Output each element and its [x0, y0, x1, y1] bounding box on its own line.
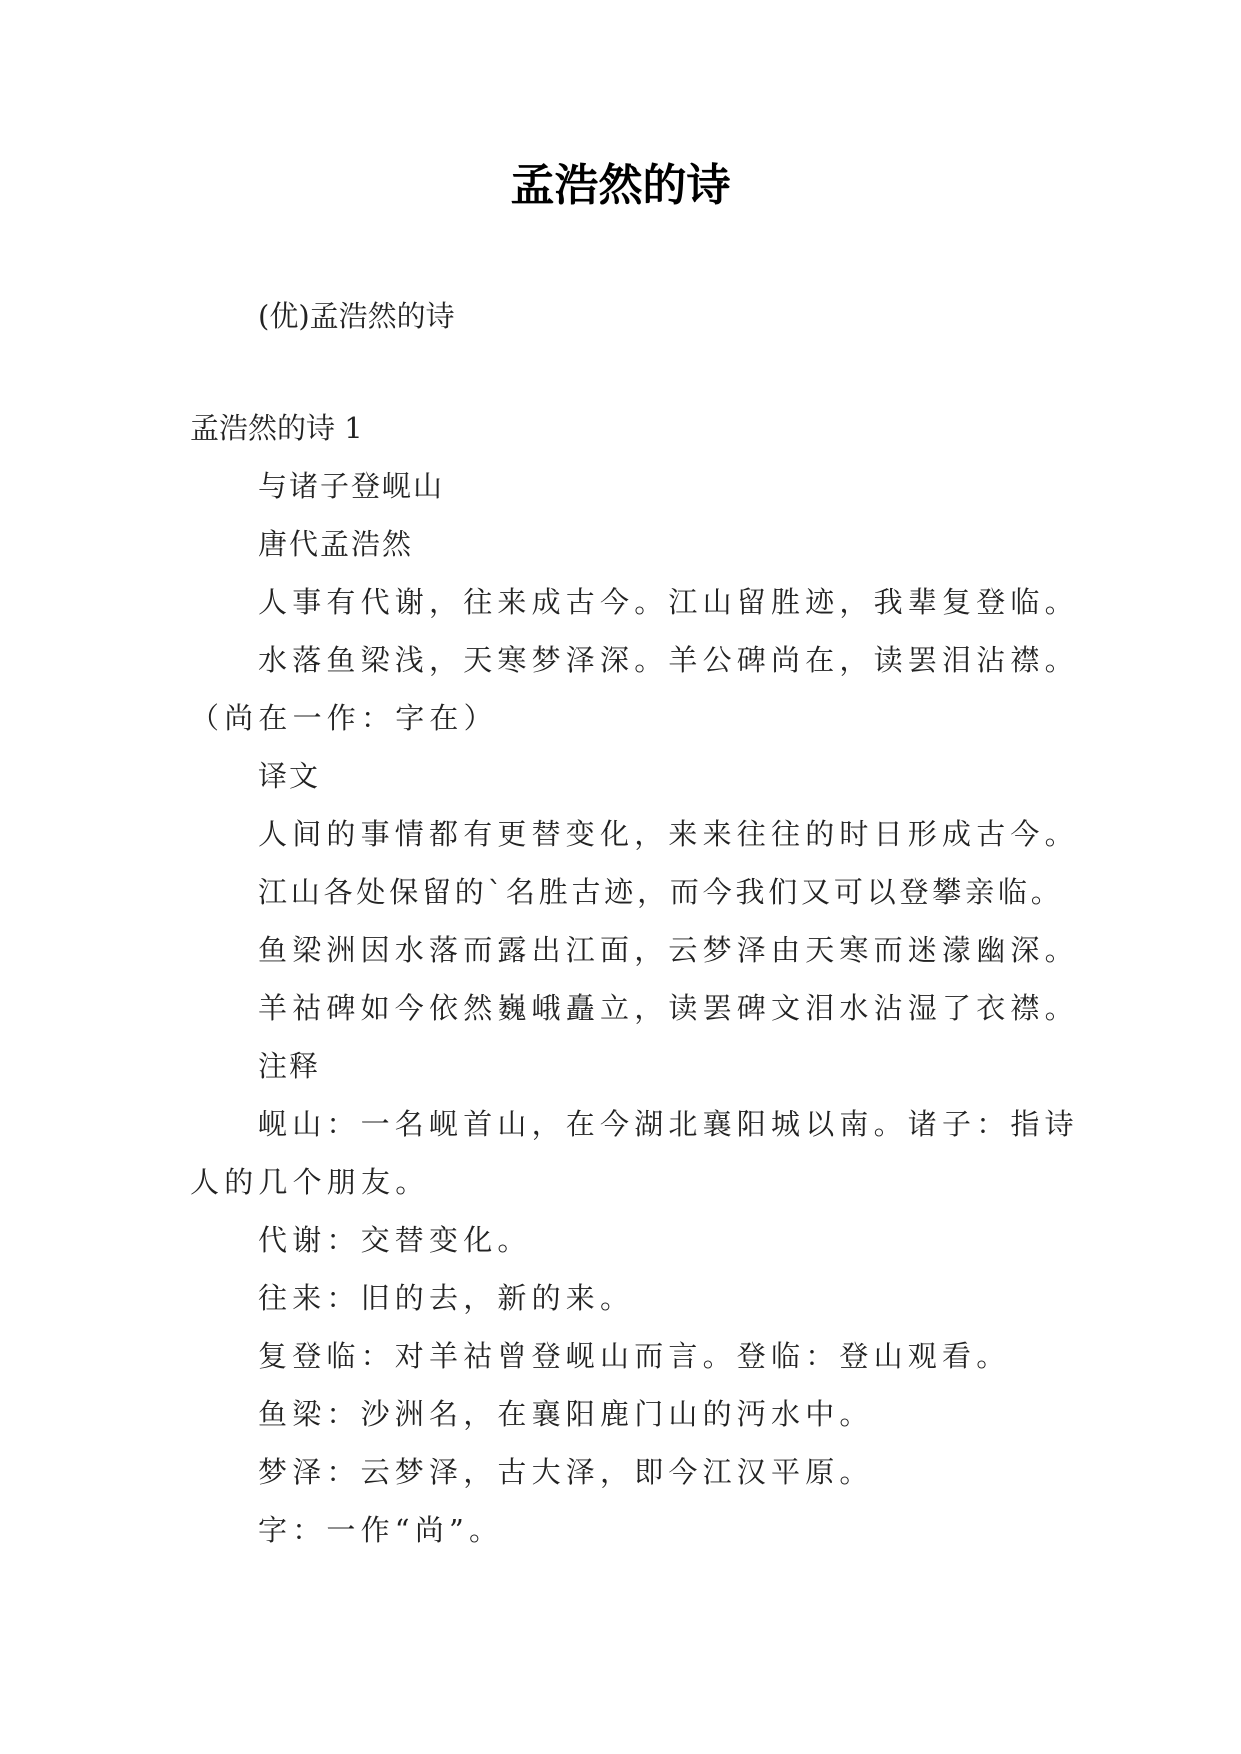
note-item: 复登临：对羊祜曾登岘山而言。登临：登山观看。	[258, 1339, 1011, 1373]
translation-line: 人间的事情都有更替变化，来来往往的时日形成古今。	[258, 817, 1079, 851]
translation-heading: 译文	[258, 759, 321, 793]
poem-line: 水落鱼梁浅，天寒梦泽深。羊公碑尚在，读罢泪沾襟。	[258, 643, 1079, 677]
notes-heading: 注释	[258, 1049, 321, 1083]
document-title: 孟浩然的诗	[510, 160, 731, 211]
poem-variant-note: （尚在一作：字在）	[190, 701, 498, 735]
translation-line: 羊祜碑如今依然巍峨矗立，读罢碑文泪水沾湿了衣襟。	[258, 991, 1079, 1025]
note-item: 往来：旧的去，新的来。	[258, 1281, 635, 1315]
poem-author: 唐代孟浩然	[258, 527, 414, 561]
note-item: 梦泽：云梦泽，古大泽，即今江汉平原。	[258, 1455, 874, 1489]
note-item-continuation: 人的几个朋友。	[190, 1165, 430, 1199]
translation-line: 江山各处保留的`名胜古迹，而今我们又可以登攀亲临。	[258, 875, 1064, 909]
note-item: 岘山：一名岘首山，在今湖北襄阳城以南。诸子：指诗	[258, 1107, 1079, 1141]
note-item: 代谢：交替变化。	[258, 1223, 532, 1257]
note-item: 字：一作“尚”。	[258, 1513, 504, 1547]
note-item: 鱼梁：沙洲名，在襄阳鹿门山的沔水中。	[258, 1397, 874, 1431]
poem-line: 人事有代谢，往来成古今。江山留胜迹，我辈复登临。	[258, 585, 1079, 619]
section-heading: 孟浩然的诗 1	[190, 411, 363, 445]
translation-line: 鱼梁洲因水落而露出江面，云梦泽由天寒而迷濛幽深。	[258, 933, 1079, 967]
document-subtitle: (优)孟浩然的诗	[258, 299, 455, 333]
poem-title: 与诸子登岘山	[258, 469, 445, 503]
